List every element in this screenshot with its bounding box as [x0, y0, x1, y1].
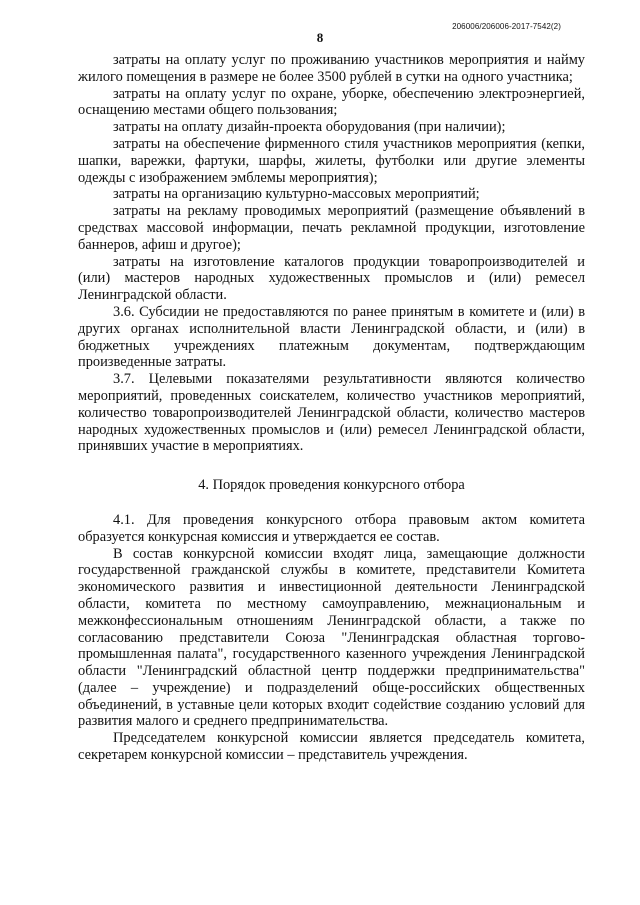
- paragraph: 3.7. Целевыми показателями результативности являются количество мероприятий, проведенных соискателем, количество участников мероприятий, количество товаропроизводителей Ленинградской области, количество мастеров народных художественных промыслов и (или) ремесел Ленинградской области, принявших участие в мероприятиях.: [78, 371, 585, 455]
- paragraph: Председателем конкурсной комиссии является председатель комитета, секретарем конкурсной комиссии – представитель учреждения.: [78, 730, 585, 764]
- page-number: 8: [316, 30, 324, 45]
- paragraph: затраты на организацию культурно-массовых мероприятий;: [113, 186, 480, 203]
- document-id: 206006/206006-2017-7542(2): [452, 22, 561, 31]
- paragraph: затраты на оплату услуг по охране, уборке, обеспечению электроэнергией, оснащению местами общего пользования;: [78, 85, 585, 119]
- document-body: [78, 52, 585, 764]
- paragraph: затраты на оплату услуг по проживанию участников мероприятия и найму жилого помещения в размере не более 3500 рублей в сутки на одного участника;: [78, 52, 585, 85]
- paragraph: затраты на оплату дизайн-проекта оборудования (при наличии);: [113, 119, 506, 136]
- section-heading: 4. Порядок проведения конкурсного отбора: [198, 477, 465, 494]
- paragraph: затраты на рекламу проводимых мероприятий (размещение объявлений в средствах массовой информации, печать рекламной продукции, изготовление баннеров, афиш и другое);: [78, 203, 585, 253]
- paragraph: В состав конкурсной комиссии входят лица, замещающие должности государственной гражданской службы в комитете, представители Комитета экономического развития и инвестиционной деятельности Ленинградской области, комитета по местному самоуправлению, межнациональным и межконфессиональным отношениям Ленинградской области, а также по согласованию представители Союза "Ленинградская областная торгово-промышленная палата", государственного казенного учреждения Ленинградской области "Ленинградский областной центр поддержки предпринимательства" (далее – учреждение) и подразделений обще-российских общественных объединений, в уставные цели которых входит содействие созданию условий для развития малого и среднего предпринимательства.: [78, 545, 585, 730]
- paragraph: 4.1. Для проведения конкурсного отбора правовым актом комитета образуется конкурсная комиссия и утверждается ее состав.: [78, 511, 585, 545]
- paragraph: затраты на обеспечение фирменного стиля участников мероприятия (кепки, шапки, варежки, фартуки, шарфы, жилеты, футболки или другие элементы одежды с изображением эмблемы мероприятия);: [78, 135, 585, 186]
- paragraph: 3.6. Субсидии не предоставляются по ранее принятым в комитете и (или) в других органах исполнительной власти Ленинградской области, и (или) в бюджетных учреждениях платежным документам, подтверждающим произведенные затраты.: [78, 303, 585, 371]
- paragraph: затраты на изготовление каталогов продукции товаропроизводителей и (или) мастеров народных художественных промыслов и (или) ремесел Ленинградской области.: [78, 253, 585, 304]
